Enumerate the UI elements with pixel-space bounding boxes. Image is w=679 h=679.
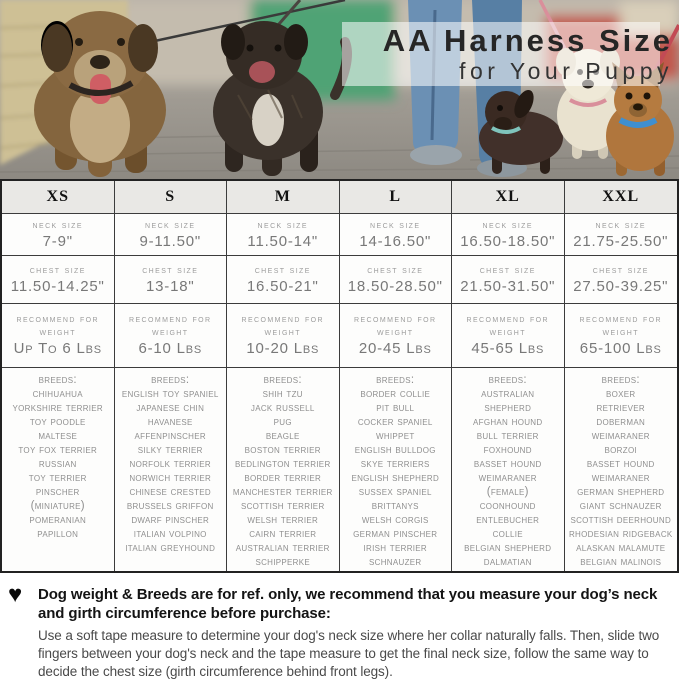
chest-size-cell-xs	[2, 256, 115, 304]
breed-item: pit bull	[376, 402, 415, 414]
breeds-list	[12, 387, 103, 541]
size-header-m: M	[227, 181, 340, 214]
chest-size-label: chest size	[592, 264, 649, 276]
neck-size-value: 11.50-14"	[247, 232, 319, 250]
breed-item: welsh corgis	[361, 514, 429, 526]
weight-cell-xxl	[565, 304, 678, 368]
banner-subtitle: for Your Puppy	[459, 58, 673, 84]
weight-label: recommend for weight	[129, 314, 212, 338]
neck-size-value: 14-16.50"	[359, 232, 432, 250]
breed-item: norfolk terrier	[129, 458, 211, 470]
heart-icon: ♥	[8, 581, 23, 608]
chest-size-label: chest size	[367, 264, 424, 276]
breed-item: australian terrier	[235, 542, 330, 554]
note-text-block	[38, 585, 671, 679]
size-header-s: S	[115, 181, 228, 214]
size-header-l: L	[340, 181, 453, 214]
breed-item: afghan hound	[473, 416, 543, 428]
breeds-label: breeds:	[151, 374, 190, 386]
weight-value: 20-45 Lbs	[358, 340, 432, 357]
chest-size-value: 21.50-31.50"	[460, 277, 556, 295]
breed-item: boxer	[605, 388, 636, 400]
breed-item: silky terrier	[137, 444, 203, 456]
breed-item: (miniature)	[30, 500, 85, 512]
breed-item: german pinscher	[353, 528, 438, 540]
breed-item: boston terrier	[244, 444, 321, 456]
breeds-label: breeds:	[601, 374, 640, 386]
breeds-list	[351, 387, 439, 569]
chest-size-label: chest size	[479, 264, 536, 276]
weight-value: 6-10 Lbs	[138, 340, 203, 357]
neck-size-value: 9-11.50"	[139, 232, 201, 250]
neck-size-cell-m	[227, 214, 340, 256]
neck-size-cell-l	[340, 214, 453, 256]
breed-item: yorkshire terrier	[12, 402, 104, 414]
breed-item: toy poodle	[29, 416, 86, 428]
breed-item: brittanys	[371, 500, 419, 512]
breeds-cell-xxl	[565, 368, 678, 571]
breed-item: sussex spaniel	[358, 486, 432, 498]
breeds-cell-xs	[2, 368, 115, 571]
breed-item: welsh terrier	[247, 514, 319, 526]
breed-item: havanese	[147, 416, 193, 428]
size-header-xl: XL	[452, 181, 565, 214]
breed-item: norwich terrier	[129, 472, 212, 484]
weight-cell-xs	[2, 304, 115, 368]
breed-item: retriever	[596, 402, 645, 414]
weight-cell-l	[340, 304, 453, 368]
breeds-list	[464, 387, 551, 569]
breed-item: pomeranian	[29, 514, 87, 526]
breed-item: border collie	[360, 388, 431, 400]
neck-size-cell-s	[115, 214, 228, 256]
chest-size-value: 16.50-21"	[246, 277, 319, 295]
weight-label: recommend for weight	[466, 314, 549, 338]
weight-value: 45-65 Lbs	[471, 340, 545, 357]
breed-item: english bulldog	[354, 444, 436, 456]
breed-item: toy terrier	[28, 472, 87, 484]
chest-size-cell-xxl	[565, 256, 678, 304]
breed-item: skye terriers	[360, 458, 430, 470]
breed-item: cocker spaniel	[357, 416, 433, 428]
breeds-list	[122, 387, 219, 555]
breed-item: russian	[38, 458, 77, 470]
weight-value: 65-100 Lbs	[579, 340, 662, 357]
breed-item: schipperke	[255, 556, 311, 568]
breed-item: collie	[492, 528, 523, 540]
banner-title: AA Harness Size	[382, 23, 673, 58]
neck-size-label: neck size	[257, 219, 308, 231]
neck-size-label: neck size	[482, 219, 533, 231]
breed-item: border terrier	[244, 472, 322, 484]
breeds-label: breeds:	[376, 374, 415, 386]
note-heading: Dog weight & Breeds are for ref. only, we recommend that you measure your dog’s neck and girth circumference before purchase:	[38, 586, 658, 622]
breed-item: basset hound	[473, 458, 542, 470]
banner-title-block	[383, 25, 673, 83]
neck-size-label: neck size	[32, 219, 83, 231]
breed-item: belgian malinois	[580, 556, 662, 568]
breed-item: italian volpino	[133, 528, 207, 540]
chest-size-label: chest size	[142, 264, 199, 276]
neck-size-value: 21.75-25.50"	[573, 232, 669, 250]
breed-item: manchester terrier	[232, 486, 333, 498]
breeds-label: breeds:	[263, 374, 302, 386]
breed-item: scottish deerhound	[570, 514, 672, 526]
chest-size-value: 13-18"	[146, 277, 195, 295]
weight-label: recommend for weight	[241, 314, 324, 338]
weight-value: 10-20 Lbs	[246, 340, 320, 357]
breed-item: shepherd	[484, 402, 532, 414]
weight-label: recommend for weight	[16, 314, 99, 338]
breed-item: australian	[481, 388, 535, 400]
banner-photo	[0, 0, 679, 179]
breeds-cell-xl	[452, 368, 565, 571]
note-body: Use a soft tape measure to determine your dog's neck size where her collar naturally falls. Then, slide two fingers between your dog's neck and the tape measure to get the final neck size, follow the same way to decide the chest size (girth circumference behind front legs).	[38, 628, 660, 679]
neck-size-label: neck size	[370, 219, 421, 231]
breed-item: belgian shepherd	[464, 542, 552, 554]
breeds-cell-s	[115, 368, 228, 571]
breed-item: dwarf pinscher	[131, 514, 210, 526]
breed-item: papillon	[37, 528, 79, 540]
breed-item: cairn terrier	[249, 528, 317, 540]
breed-item: whippet	[375, 430, 415, 442]
breed-item: maltese	[38, 430, 78, 442]
neck-size-value: 7-9"	[42, 232, 73, 250]
neck-size-label: neck size	[145, 219, 196, 231]
chest-size-value: 18.50-28.50"	[347, 277, 443, 295]
weight-label: recommend for weight	[354, 314, 437, 338]
weight-cell-m	[227, 304, 340, 368]
breed-item: weimaraner	[591, 430, 650, 442]
weight-cell-xl	[452, 304, 565, 368]
chest-size-value: 11.50-14.25"	[10, 277, 105, 295]
breed-item: foxhound	[483, 444, 532, 456]
breed-item: english shepherd	[351, 472, 440, 484]
harness-size-table	[0, 179, 679, 573]
chest-size-label: chest size	[29, 264, 86, 276]
measurement-note	[0, 573, 679, 679]
breed-item: chinese crested	[129, 486, 211, 498]
size-header-xxl: XXL	[565, 181, 678, 214]
weight-value: Up To 6 Lbs	[13, 340, 102, 357]
chest-size-cell-m	[227, 256, 340, 304]
breed-item: alaskan malamute	[576, 542, 666, 554]
breeds-list	[233, 387, 333, 569]
chest-size-cell-xl	[452, 256, 565, 304]
breed-item: pug	[273, 416, 292, 428]
breed-item: weimaraner	[478, 472, 537, 484]
breed-item: schnauzer	[369, 556, 422, 568]
breeds-cell-m	[227, 368, 340, 571]
breeds-list	[569, 387, 673, 569]
breed-item: pinscher	[35, 486, 80, 498]
chest-size-cell-l	[340, 256, 453, 304]
breed-item: jack russell	[250, 402, 315, 414]
chest-size-value: 27.50-39.25"	[573, 277, 669, 295]
breed-item: scottish terrier	[240, 500, 325, 512]
breed-item: irish terrier	[363, 542, 428, 554]
breed-item: japanese chin	[136, 402, 205, 414]
breed-item: chihuahua	[32, 388, 83, 400]
neck-size-cell-xs	[2, 214, 115, 256]
weight-label: recommend for weight	[579, 314, 662, 338]
breed-item: brussels griffon	[126, 500, 214, 512]
breed-item: (female)	[486, 486, 529, 498]
neck-size-cell-xxl	[565, 214, 678, 256]
breed-item: bedlington terrier	[234, 458, 331, 470]
breed-item: entlebucher	[476, 514, 540, 526]
neck-size-cell-xl	[452, 214, 565, 256]
breed-item: dalmatian	[483, 556, 532, 568]
neck-size-value: 16.50-18.50"	[460, 232, 556, 250]
breed-item: borzoi	[604, 444, 637, 456]
breed-item: english toy spaniel	[121, 388, 219, 400]
breed-item: giant schnauzer	[579, 500, 662, 512]
breed-item: weimaraner	[591, 472, 650, 484]
breed-item: bull terrier	[476, 430, 539, 442]
weight-cell-s	[115, 304, 228, 368]
breed-item: affenpinscher	[134, 430, 206, 442]
breed-item: rhodesian ridgeback	[568, 528, 673, 540]
breeds-label: breeds:	[38, 374, 77, 386]
breed-item: coonhound	[479, 500, 536, 512]
breed-item: german shepherd	[577, 486, 665, 498]
breed-item: italian greyhound	[125, 542, 216, 554]
breeds-label: breeds:	[488, 374, 527, 386]
size-header-xs: XS	[2, 181, 115, 214]
breed-item: beagle	[265, 430, 300, 442]
chest-size-cell-s	[115, 256, 228, 304]
breed-item: basset hound	[586, 458, 655, 470]
breed-item: toy fox terrier	[18, 444, 98, 456]
chest-size-label: chest size	[254, 264, 311, 276]
breed-item: doberman	[596, 416, 646, 428]
breeds-cell-l	[340, 368, 453, 571]
neck-size-label: neck size	[595, 219, 646, 231]
breed-item: shih tzu	[262, 388, 303, 400]
